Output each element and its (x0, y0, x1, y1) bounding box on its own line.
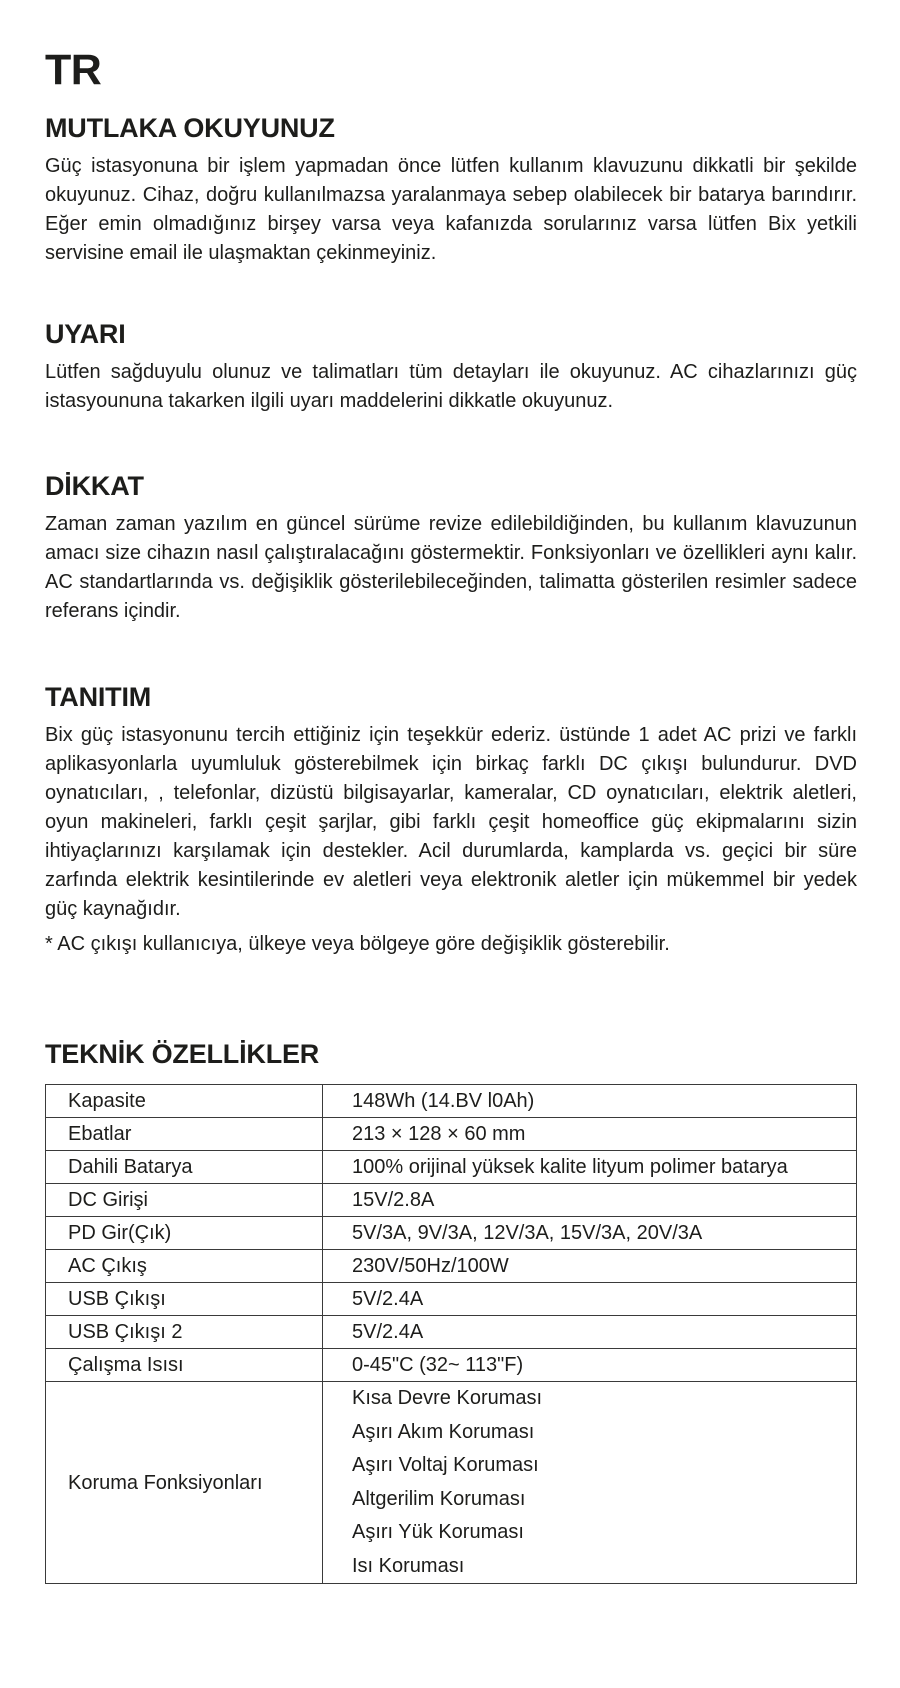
spec-value: 230V/50Hz/100W (323, 1250, 857, 1283)
section-title-read: MUTLAKA OKUYUNUZ (45, 113, 335, 143)
protection-item: Aşırı Yük Koruması (352, 1521, 524, 1543)
spec-key: USB Çıkışı 2 (46, 1316, 323, 1349)
spec-value: 5V/2.4A (323, 1283, 857, 1316)
spec-key: PD Gir(Çık) (46, 1217, 323, 1250)
protection-item: Isı Koruması (352, 1554, 465, 1577)
spec-value: 5V/3A, 9V/3A, 12V/3A, 15V/3A, 20V/3A (323, 1217, 857, 1250)
table-row (46, 1184, 857, 1217)
protection-item: Aşırı Voltaj Koruması (352, 1454, 539, 1476)
table-row (46, 1118, 857, 1151)
table-row (46, 1085, 857, 1118)
table-row (46, 1217, 857, 1250)
section-text-caution: Zaman zaman yazılım en güncel sürüme revize edilebildiğinden, bu kullanım klavuzunun amacı size cihazın nasıl çalıştıralacağını göstermektir. Fonksiyonları ve özellikleri aynı kalır. AC standartlarında vs. değişiklik gösterilebileceğinden, talimatta gösterilen resimler sadece referans içindir. (45, 513, 857, 622)
table-row (46, 1316, 857, 1349)
manual-page (45, 40, 857, 1584)
spec-key: Ebatlar (46, 1118, 323, 1151)
spec-value: 15V/2.8A (323, 1184, 857, 1217)
section-text-intro: Bix güç istasyonunu tercih ettiğiniz için teşekkür ederiz. üstünde 1 adet AC prizi ve farklı aplikasyonlarla uyumluluk gösterebilmek için birkaç farklı DC çıkışı bulundurur. DVD oynatıcıları, , telefonlar, dizüstü bilgisayarlar, kameralar, CD oynatıcıları, elektrik aletleri, oyun makineleri, farklı çeşit şarjlar, gibi farklı çeşit homeoffice güç ekipmalarını sizin ihtiyaçlarınızı karşılamak için destekler. Acil durumlarda, kamplarda vs. geçici bir süre zarfında elektrik kesintilerinde ev aletleri veya elektronik aletler için mükemmel bir yedek güç kaynağıdır. (45, 724, 857, 920)
spec-value: 148Wh (14.BV l0Ah) (323, 1085, 857, 1118)
spec-value: 0-45"C (32~ 113"F) (323, 1349, 857, 1382)
spec-key: Kapasite (46, 1085, 323, 1118)
protection-item: Aşırı Akım Koruması (352, 1420, 535, 1443)
section-technical-specs (45, 1037, 857, 1584)
spec-key: DC Girişi (46, 1184, 323, 1217)
protection-item: Altgerilim Koruması (352, 1487, 526, 1510)
table-row (46, 1349, 857, 1382)
table-row (46, 1151, 857, 1184)
spec-key: AC Çıkış (46, 1250, 323, 1283)
spec-key: Dahili Batarya (46, 1151, 323, 1184)
spec-key-protection: Koruma Fonksiyonları (46, 1382, 323, 1584)
section-title-warning: UYARI (45, 319, 126, 349)
specs-table (45, 1084, 857, 1584)
section-title-intro: TANITIM (45, 682, 152, 712)
spec-value: 5V/2.4A (323, 1316, 857, 1349)
section-caution (45, 469, 857, 626)
section-title-specs: TEKNİK ÖZELLİKLER (45, 1039, 320, 1069)
table-row (46, 1250, 857, 1283)
language-code: TR (45, 46, 102, 94)
spec-value-protection-list (323, 1382, 857, 1584)
table-row-protection (46, 1382, 857, 1584)
spec-key: Çalışma Isısı (46, 1349, 323, 1382)
section-text-warning: Lütfen sağduyulu olunuz ve talimatları tüm detayları ile okuyunuz. AC cihazlarınızı güç istasyoununa takarken ilgili uyarı maddelerini dikkatle okuyunuz. (45, 361, 857, 412)
section-introduction (45, 680, 857, 959)
spec-value: 213 × 128 × 60 mm (323, 1118, 857, 1151)
spec-value: 100% orijinal yüksek kalite lityum polimer batarya (323, 1151, 857, 1184)
section-text-read: Güç istasyonuna bir işlem yapmadan önce lütfen kullanım klavuzunu dikkatli bir şekilde okuyunuz. Cihaz, doğru kullanılmazsa yaralanmaya sebep olabilecek bir batarya barındırır. Eğer emin olmadığınız birşey varsa veya kafanızda sorularınız varsa lütfen Bix yetkili servisine email ile ulaşmaktan çekinmeyiniz. (45, 155, 857, 264)
protection-item: Kısa Devre Koruması (352, 1387, 543, 1409)
section-warning (45, 317, 857, 416)
spec-key: USB Çıkışı (46, 1283, 323, 1316)
section-read-carefully (45, 111, 857, 268)
table-row (46, 1283, 857, 1316)
intro-footnote: * AC çıkışı kullanıcıya, ülkeye veya bölgeye göre değişiklik gösterebilir. (45, 933, 670, 955)
section-title-caution: DİKKAT (45, 471, 144, 501)
